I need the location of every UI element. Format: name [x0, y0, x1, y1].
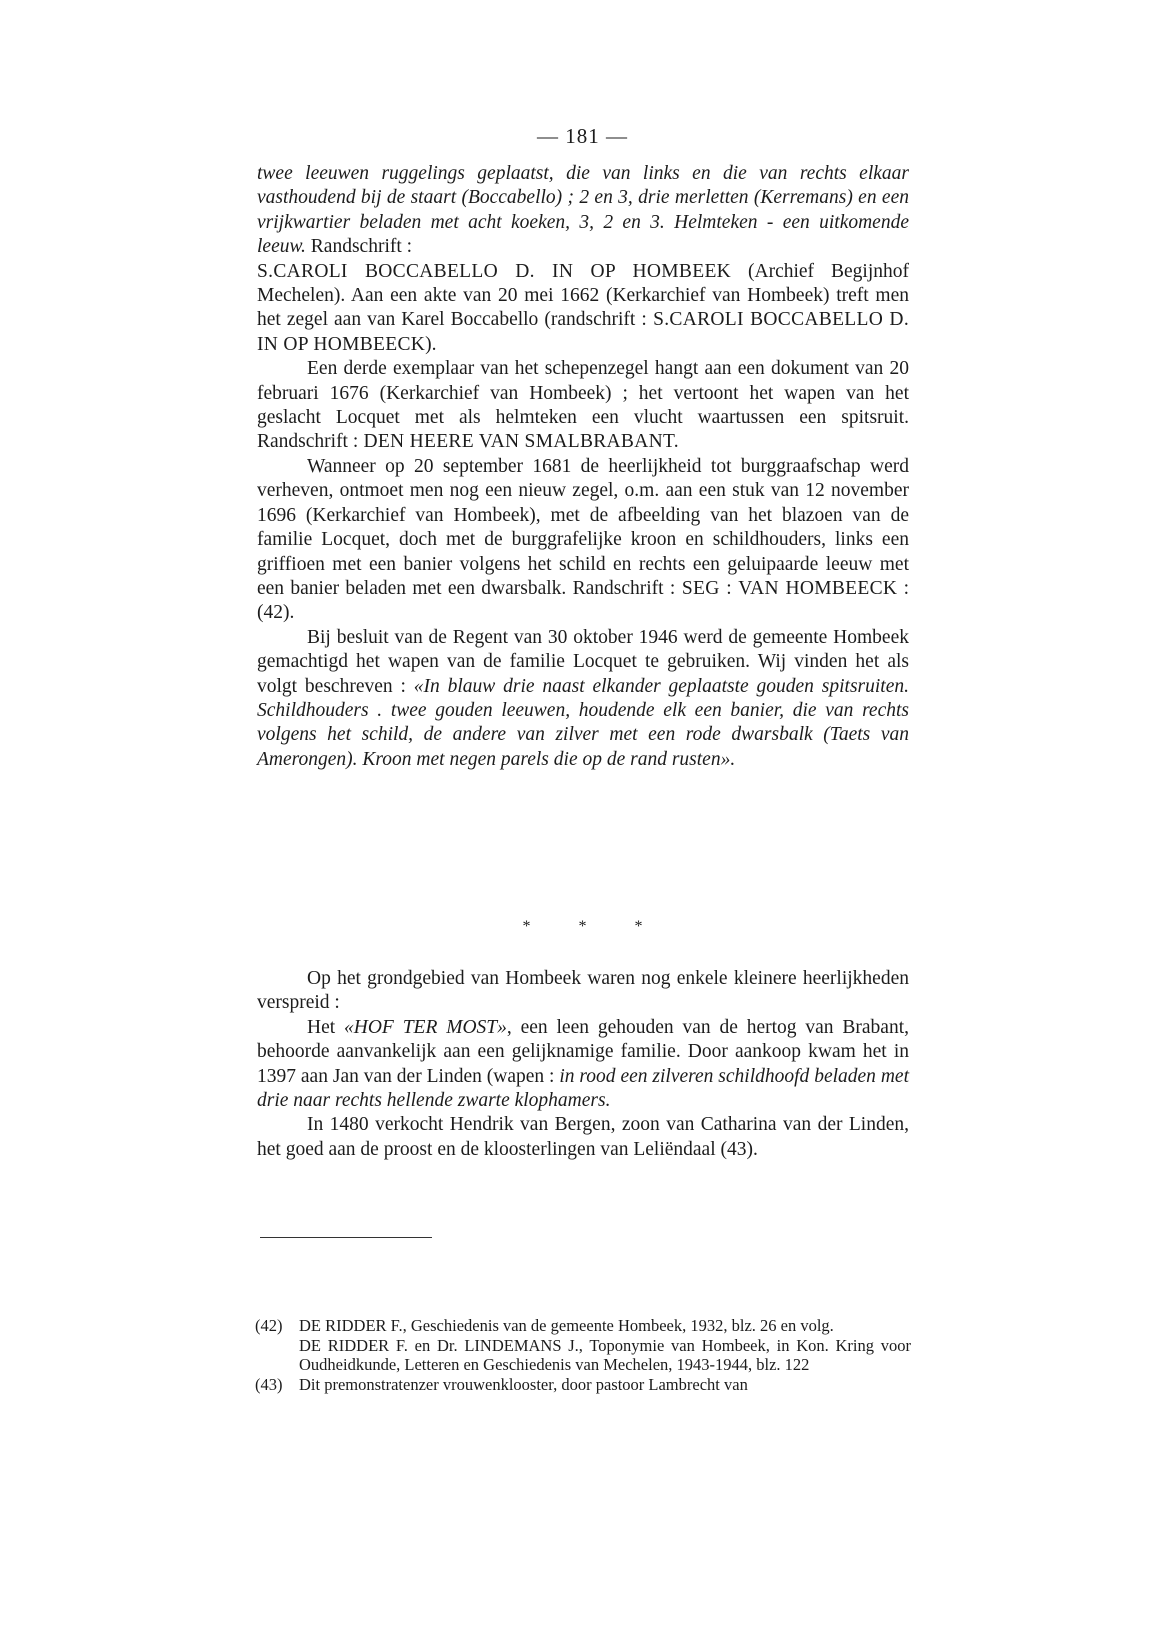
seal-inscription-2: S.CAROLI BOCCABELLO D. IN OP HOMBEECK: [257, 309, 909, 355]
footnote-line: Dit premonstratenzer vrouwenklooster, door pastoor Lambrecht van: [299, 1374, 748, 1394]
footnote-number: (43): [255, 1374, 283, 1394]
paragraph-6-roman: , een leen gehouden van de hertog van Brabant, behoorde aanvankelijk aan een gelijknamige familie. Door aankoop kwam het in 1397 aan Jan van der Linden (wapen :: [257, 1016, 910, 1087]
footnote-line: DE RIDDER F. en Dr. LINDEMANS J., Toponymie van Hombeek, in Kon. Kring voor Oudheidkunde, Letteren en Geschiedenis van Mechelen, 1943-1944, blz. 122: [299, 1335, 911, 1374]
quoted-blazon: «In blauw drie naast elkander geplaatste gouden spitsruiten. Schildhouders . twee gouden leeuwen, houdende elk een banier, die van rechts volgens het schild, de andere van zilver met een rode dwarsbalk (Taets van Amerongen). Kroon met negen parels die op de rand rusten».: [257, 675, 909, 770]
paragraph-5: Op het grondgebied van Hombeek waren nog enkele kleinere heerlijkheden verspreid :: [257, 968, 909, 1014]
paragraph-1-roman: Randschrift :: [305, 236, 413, 258]
footnote-number: (42): [255, 1316, 283, 1335]
paragraph-3-text: Wanneer op 20 september 1681 de heerlijkheid tot burggraafschap werd verheven, ontmoet men nog een nieuw zegel, o.m. aan een stuk van 12 november 1696 (Kerkarchief van Hombeek), met de afbeelding van het blazoen van de familie Locquet, doch met de burggrafelijke kroon en schildhouders, links een griffioen met een banier volgens het schild en rechts een geluipaarde leeuw met een banier beladen met een dwarsbalk. Randschrift :: [257, 455, 909, 599]
paragraph-1-roman-2: (Archief Begijnhof Mechelen). Aan een akte van 20 mei 1662 (Kerkarchief van Hombeek) treft men het zegel aan van Karel Boccabello (randschrift :: [257, 260, 909, 331]
footnote-43: [255, 1375, 911, 1395]
seal-inscription-3: DEN HEERE VAN SMALBRABANT.: [358, 431, 679, 453]
body-text-block-2: [257, 967, 909, 1162]
paragraph-2: [257, 357, 909, 455]
estate-name: «HOF TER MOST»: [344, 1016, 507, 1038]
footnote-body: [299, 1316, 911, 1375]
footnotes: [255, 1316, 911, 1394]
paragraph-2-text: Een derde exemplaar van het schepenzegel hangt aan een dokument van 20 februari 1676 (Kerkarchief van Hombeek) ; het vertoont het wapen van het geslacht Locquet met als helmteken een vlucht waartussen een spitsruit. Randschrift :: [257, 358, 909, 453]
paragraph-6: [257, 1016, 909, 1114]
paragraph-3: [257, 455, 909, 626]
coat-of-arms-description: in rood een zilveren schildhoofd beladen met drie naar rechts hellende zwarte klophamers.: [257, 1065, 909, 1112]
body-text-block: [257, 162, 909, 772]
paragraph-1: [257, 162, 909, 357]
paragraph-4: [257, 626, 909, 772]
section-separator: * * *: [522, 918, 643, 935]
footnote-ref-42: : (42).: [257, 577, 909, 624]
footnote-42: [255, 1316, 911, 1375]
footnote-body: [299, 1375, 911, 1395]
blazon-italic: twee leeuwen ruggelings geplaatst, die van links en die van rechts elkaar vasthoudend bij de staart (Boccabello) ; 2 en 3, drie merletten (Kerremans) en een vrijkwartier beladen met acht koeken, 3, 2 en 3. Helmteken - een uitkomende leeuw.: [257, 163, 909, 258]
seal-inscription: S.CAROLI BOCCABELLO D. IN OP HOMBEEK: [257, 260, 732, 282]
seal-inscription-4: SEG : VAN HOMBEECK: [675, 577, 898, 599]
paragraph-6-lead: Het: [307, 1016, 345, 1038]
footnote-line: DE RIDDER F., Geschiedenis van de gemeente Hombeek, 1932, blz. 26 en volg.: [299, 1316, 834, 1335]
page-number: — 181 —: [537, 124, 628, 148]
paragraph-4-roman: Bij besluit van de Regent van 30 oktober 1946 werd de gemeente Hombeek gemachtigd het wapen van de familie Locquet te gebruiken. Wij vinden het als volgt beschreven :: [257, 626, 909, 697]
footnote-rule: [260, 1237, 432, 1238]
paragraph-1-end: ).: [425, 333, 437, 355]
paragraph-7: In 1480 verkocht Hendrik van Bergen, zoon van Catharina van der Linden, het goed aan de proost en de kloosterlingen van Leliëndaal (43).: [257, 1114, 909, 1160]
